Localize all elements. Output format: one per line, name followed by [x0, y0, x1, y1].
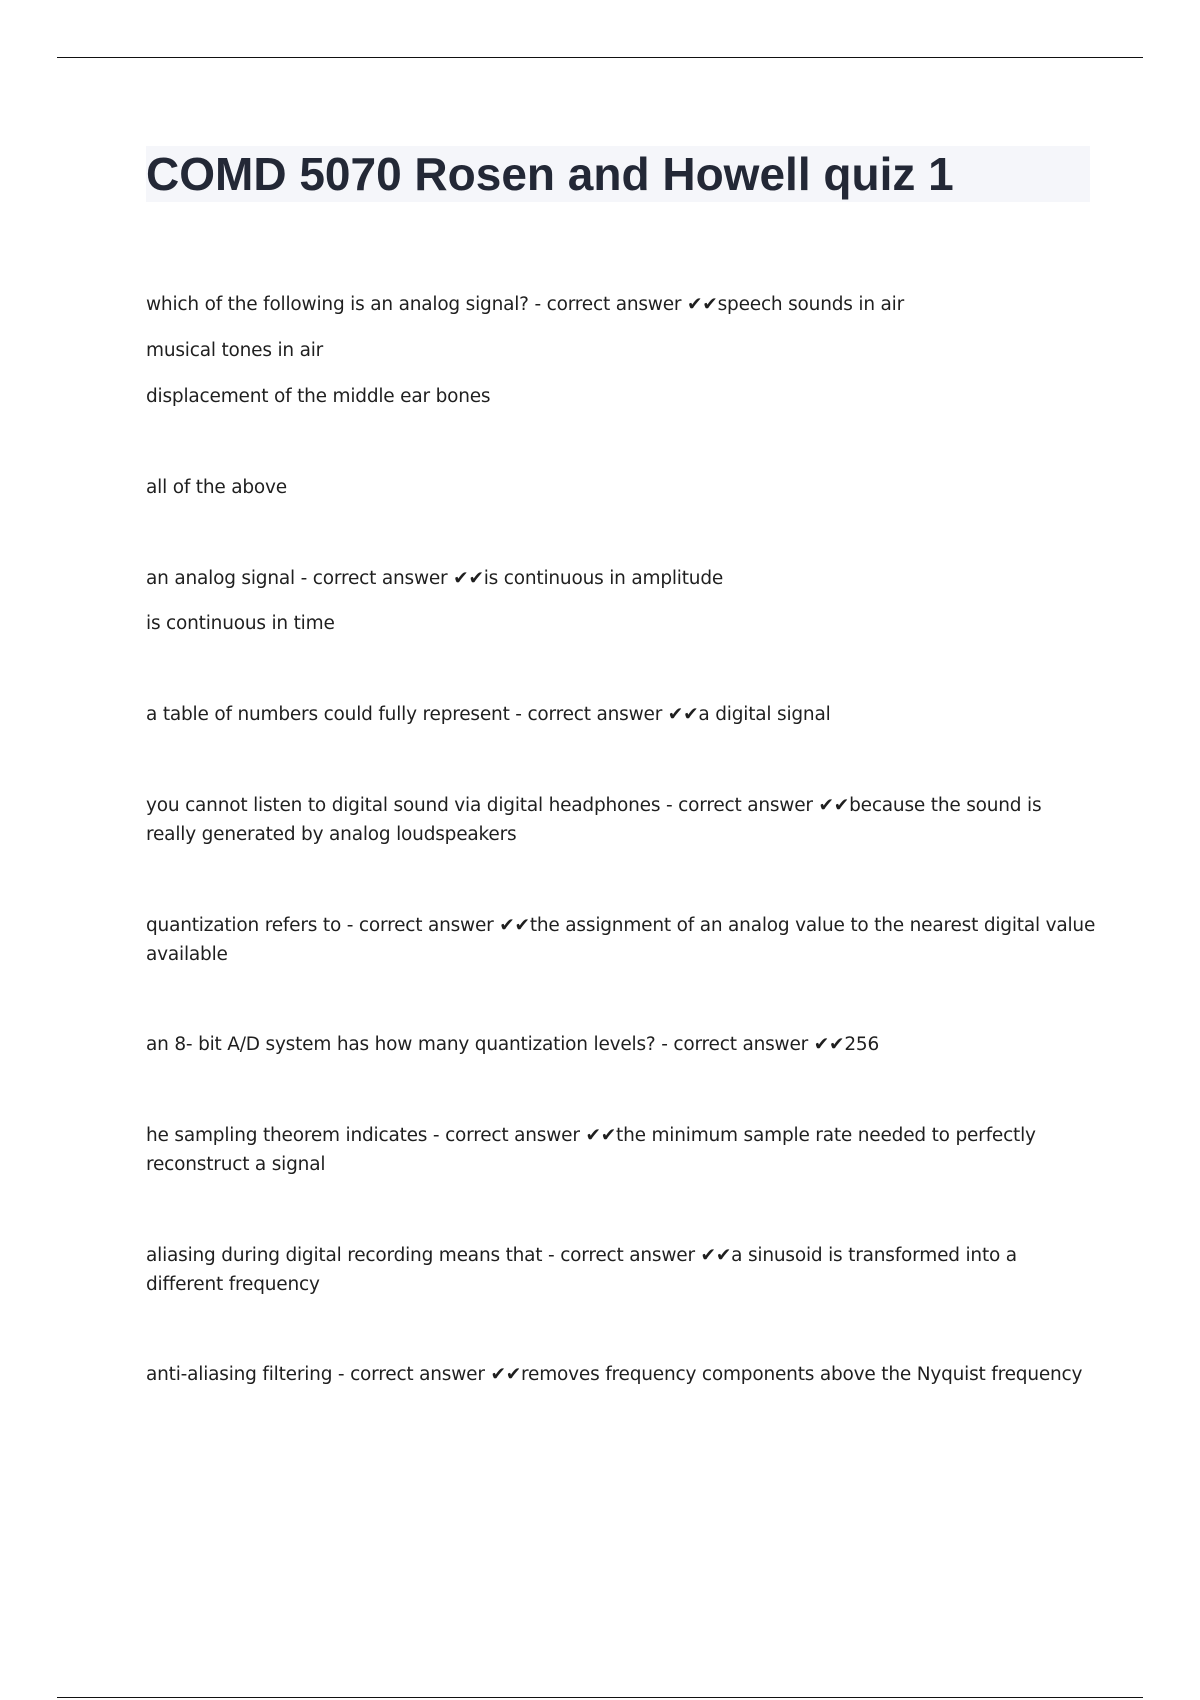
- qa-line-3: displacement of the middle ear bones: [146, 386, 491, 407]
- qa-line-7: a table of numbers could fully represent - correct answer ✔✔a digital signal: [146, 704, 831, 725]
- qa-line-6: is continuous in time: [146, 613, 335, 634]
- qa-line-12: aliasing during digital recording means that - correct answer ✔✔a sinusoid is transformed into a different frequency: [146, 1245, 1017, 1295]
- qa-line-9: quantization refers to - correct answer ✔✔the assignment of an analog value to the nearest digital value available: [146, 915, 1096, 965]
- page-title: COMD 5070 Rosen and Howell quiz 1: [146, 148, 954, 200]
- qa-line-11: he sampling theorem indicates - correct answer ✔✔the minimum sample rate needed to perfectly reconstruct a signal: [146, 1125, 1036, 1175]
- top-rule: [57, 57, 1143, 58]
- bottom-rule: [57, 1697, 1143, 1698]
- qa-line-10: an 8- bit A/D system has how many quantization levels? - correct answer ✔✔256: [146, 1034, 880, 1055]
- qa-line-5: an analog signal - correct answer ✔✔is continuous in amplitude: [146, 568, 724, 589]
- qa-line-1: which of the following is an analog signal? - correct answer ✔✔speech sounds in air: [146, 294, 905, 315]
- qa-line-8: you cannot listen to digital sound via digital headphones - correct answer ✔✔because the sound is really generated by analog loudspeakers: [146, 795, 1042, 845]
- qa-line-13: anti-aliasing filtering - correct answer ✔✔removes frequency components above the Nyquist frequency: [146, 1364, 1083, 1385]
- qa-line-2: musical tones in air: [146, 340, 324, 361]
- qa-line-4: all of the above: [146, 477, 287, 498]
